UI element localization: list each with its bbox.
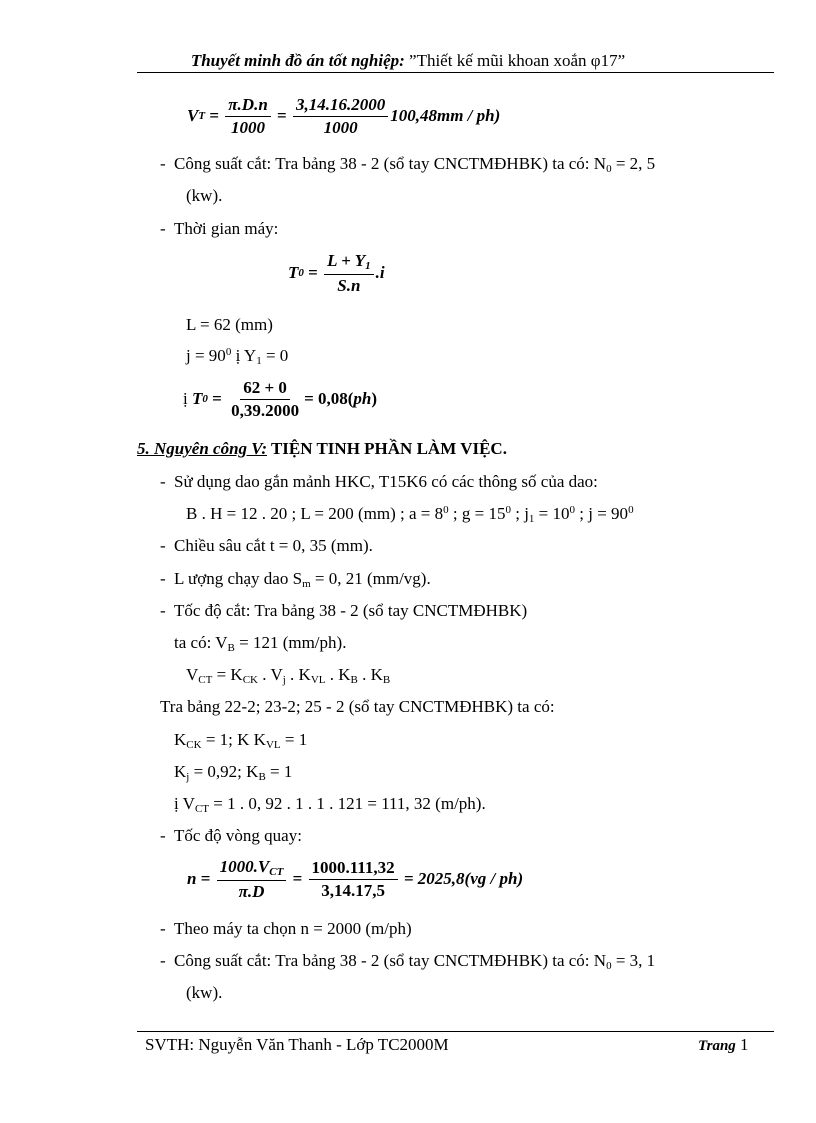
page-header: [0, 51, 816, 71]
header-rule: [137, 72, 774, 73]
text-choose-n: - Theo máy ta chọn n = 2000 (m/ph): [160, 919, 412, 938]
text-feed: - L ượng chạy dao $S_m = 0$, 21 (mm/vg).: [160, 569, 431, 590]
footer-student: SVTH: Nguyễn Văn Thanh - Lớp TC2000M: [145, 1035, 449, 1054]
text-kck: $K_{CK} = 1$; K $K_{VL} = 1$: [174, 730, 308, 751]
text-power-2: - Công suất cắt: Tra bảng 38 - 2 (sổ tay CNCTMĐHBK) ta có: $N_0 = 3$, 1: [160, 951, 656, 972]
equation-t0: T 0 = $\frac{L + Y_1}{S.n}$ .i: [288, 251, 385, 295]
footer-page: Trang 1: [698, 1035, 749, 1054]
text-length: L = 62 (mm): [186, 315, 273, 334]
footer-rule: [137, 1031, 774, 1032]
text-tool: - Sử dụng dao gắn mảnh HKC, T15K6 có các thông số của dao:: [160, 472, 598, 491]
equation-t0-value: ị T 0 = $\frac{62 + 0}{0,39.2000}$ = 0,08( ph ): [183, 378, 378, 420]
text-vct-value: ị $V_{CT} = 1$ . 0, 92 . 1 . 1 . 121 = 111, 32 (m/ph).: [174, 794, 486, 815]
text-vct-formula: $V_{CT} = K_{CK}$ . $V_j$ . $K_{VL}$ . $K_B$ . $K_B$: [186, 665, 391, 686]
text-rotation-speed: - Tốc độ vòng quay:: [160, 826, 302, 845]
text-table-ref: Tra bảng 22-2; 23-2; 25 - 2 (sổ tay CNCTMĐHBK) ta có:: [160, 697, 555, 716]
text-kj: $K_j = 0,92$; $K_B = 1$: [174, 762, 293, 783]
text-angle: $j = 90^0$ ị $Y_1 = 0$: [186, 346, 289, 367]
header-title: ”Thiết kế mũi khoan xoắn φ17”: [409, 51, 626, 70]
text-machine-time: - Thời gian máy:: [160, 219, 279, 238]
section-5-heading: 5. Nguyên công V: TIỆN TINH PHẦN LÀM VIỆC.: [137, 439, 507, 458]
header-label: Thuyết minh đồ án tốt nghiệp:: [190, 51, 405, 70]
text-power-1: - Công suất cắt: Tra bảng 38 - 2 (sổ tay CNCTMĐHBK) ta có: $N_0 = 2$, 5: [160, 154, 656, 175]
equation-vt: V T = $\frac{\pi.D.n}{1000}$ = $\frac{3,14.16.2000}{1000}$ 100,48mm / ph): [187, 95, 501, 137]
text-cutting-speed: - Tốc độ cắt: Tra bảng 38 - 2 (sổ tay CNCTMĐHBK): [160, 601, 528, 620]
text-power-2-unit: (kw).: [186, 983, 223, 1002]
equation-n: n = $\frac{1000.V_{CT}}{\pi.D}$ = $\frac{1000.111,32}{3,14.17,5}$ = 2025,8(vg / ph): [187, 857, 524, 901]
text-depth: - Chiều sâu cắt t = 0, 35 (mm).: [160, 536, 373, 555]
text-vb: ta có: $V_B = 121$ (mm/ph).: [174, 633, 347, 654]
text-tool-params: B . H = 12 . 20 ; L = 200 (mm) ; $a = 8^0$ ; $g = 15^0$ ; $j_1 = 10^0$ ; $j = 90^0$: [186, 504, 634, 525]
text-power-1-unit: (kw).: [186, 186, 223, 205]
